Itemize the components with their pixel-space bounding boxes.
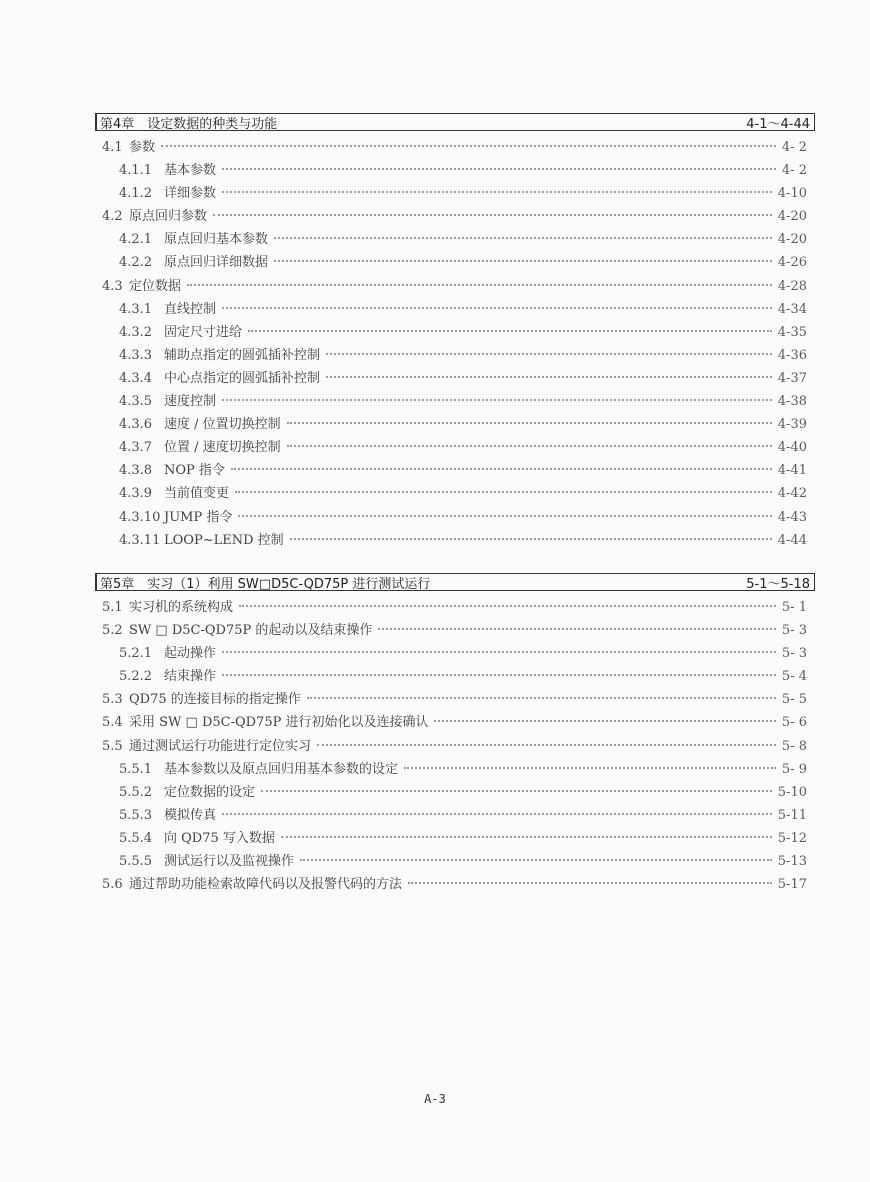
section-number: 5.5 xyxy=(102,738,123,754)
section-title: 基本参数以及原点回归用基本参数的设定 xyxy=(164,761,399,777)
section-title: 基本参数 xyxy=(164,163,217,179)
section-number: 4.3.9 xyxy=(119,486,153,502)
section-page: 4-36 xyxy=(777,347,807,363)
chapter-5 xyxy=(95,573,815,896)
section-title: 固定尺寸进给 xyxy=(164,324,243,340)
toc-entry[interactable] xyxy=(95,873,815,896)
section-title: 当前值变更 xyxy=(164,486,230,502)
section-number: 4.3.2 xyxy=(119,324,153,340)
section-page: 4-41 xyxy=(777,463,807,479)
section-number: 4.3.3 xyxy=(119,347,153,363)
section-page: 4-28 xyxy=(777,278,807,294)
dot-leader xyxy=(261,790,772,792)
section-title: 中心点指定的圆弧插补控制 xyxy=(164,370,321,386)
section-page: 4- 2 xyxy=(781,163,807,179)
section-number: 4.3.10 xyxy=(119,509,161,525)
section-title: 实习机的系统构成 xyxy=(129,600,234,615)
section-page: 4-34 xyxy=(777,301,807,317)
toc-entry[interactable] xyxy=(95,275,815,298)
section-number: 4.1.1 xyxy=(119,163,153,179)
section-number: 4.2.2 xyxy=(119,255,153,271)
section-page: 5- 1 xyxy=(781,600,807,615)
chapter-title: 第5章 实习（1）利用 SW□D5C-QD75P 进行测试运行 xyxy=(100,576,431,592)
dot-leader xyxy=(274,237,772,239)
section-title: 定位数据 xyxy=(129,278,182,294)
toc-entry[interactable] xyxy=(95,827,815,850)
toc-entry[interactable] xyxy=(95,367,815,390)
section-page: 5-11 xyxy=(777,807,807,823)
toc-entry[interactable] xyxy=(95,758,815,781)
section-page: 4-38 xyxy=(777,394,807,410)
dot-leader xyxy=(404,767,776,769)
section-page: 5- 3 xyxy=(781,623,807,639)
dot-leader xyxy=(274,260,772,262)
section-page: 5- 4 xyxy=(781,669,807,685)
section-title: 速度 / 位置切换控制 xyxy=(164,417,281,433)
dot-leader xyxy=(235,491,772,493)
section-page: 5-17 xyxy=(777,877,807,893)
section-number: 5.5.4 xyxy=(119,830,153,846)
dot-leader xyxy=(222,813,772,815)
section-number: 4.3.11 xyxy=(119,532,161,548)
toc-entry[interactable] xyxy=(95,159,815,182)
section-page: 5- 8 xyxy=(781,738,807,754)
section-title: NOP 指令 xyxy=(164,463,225,479)
section-number: 5.4 xyxy=(102,715,123,731)
section-title: 辅助点指定的圆弧插补控制 xyxy=(164,347,321,363)
dot-leader xyxy=(222,191,772,193)
dot-leader xyxy=(378,628,776,630)
section-page: 4- 2 xyxy=(781,140,807,155)
toc-entry[interactable] xyxy=(95,228,815,251)
dot-leader xyxy=(222,168,776,170)
toc-entry[interactable] xyxy=(95,665,815,688)
section-title: 向 QD75 写入数据 xyxy=(164,830,275,846)
dot-leader xyxy=(222,674,776,676)
section-page: 5-10 xyxy=(777,784,807,800)
chapter-4 xyxy=(95,113,815,552)
chapter-header xyxy=(95,113,815,131)
section-title: 起动操作 xyxy=(164,646,217,662)
page-number: A-3 xyxy=(424,1092,446,1106)
dot-leader xyxy=(434,720,775,722)
section-number: 5.6 xyxy=(102,877,123,893)
dot-leader xyxy=(222,651,776,653)
chapter-header xyxy=(95,573,815,591)
section-title: 采用 SW □ D5C-QD75P 进行初始化以及连接确认 xyxy=(129,715,429,731)
section-title: 通过测试运行功能进行定位实习 xyxy=(129,738,312,754)
section-page: 5-13 xyxy=(777,854,807,870)
toc-entry[interactable] xyxy=(95,642,815,665)
toc-entries xyxy=(95,596,815,896)
section-number: 4.3.1 xyxy=(119,301,153,317)
section-page: 5-12 xyxy=(777,830,807,846)
section-page: 4-43 xyxy=(777,509,807,525)
toc-entry[interactable] xyxy=(95,321,815,344)
toc-entry[interactable] xyxy=(95,390,815,413)
toc-entry[interactable] xyxy=(95,182,815,205)
dot-leader xyxy=(287,422,772,424)
section-title: 位置 / 速度切换控制 xyxy=(164,440,281,456)
toc-entry[interactable] xyxy=(95,344,815,367)
section-page: 4-40 xyxy=(777,440,807,456)
section-number: 5.2 xyxy=(102,623,123,639)
section-page: 4-35 xyxy=(777,324,807,340)
section-page: 4-20 xyxy=(777,209,807,225)
section-number: 4.3.8 xyxy=(119,463,153,479)
section-page: 4-10 xyxy=(777,186,807,202)
section-page: 5- 5 xyxy=(781,692,807,708)
section-title: SW □ D5C-QD75P 的起动以及结束操作 xyxy=(129,623,373,639)
section-number: 4.3.7 xyxy=(119,440,153,456)
section-title: 参数 xyxy=(129,140,156,155)
section-title: 原点回归详细数据 xyxy=(164,255,269,271)
section-page: 5- 9 xyxy=(781,761,807,777)
section-page: 4-42 xyxy=(777,486,807,502)
toc-entry[interactable] xyxy=(95,436,815,459)
section-title: JUMP 指令 xyxy=(164,509,233,525)
dot-leader xyxy=(287,445,772,447)
toc-entry[interactable] xyxy=(95,136,815,159)
section-number: 4.3.4 xyxy=(119,370,153,386)
section-title: 通过帮助功能检索故障代码以及报警代码的方法 xyxy=(129,877,403,893)
section-number: 5.2.1 xyxy=(119,646,153,662)
section-number: 5.3 xyxy=(102,692,123,708)
section-page: 4-20 xyxy=(777,232,807,248)
section-title: LOOP~LEND 控制 xyxy=(164,532,284,548)
toc-entry[interactable] xyxy=(95,251,815,274)
section-page: 4-44 xyxy=(777,532,807,548)
dot-leader xyxy=(281,836,772,838)
toc-entry[interactable] xyxy=(95,781,815,804)
dot-leader xyxy=(239,605,776,607)
dot-leader xyxy=(408,882,772,884)
section-title: 定位数据的设定 xyxy=(164,784,256,800)
toc-entries xyxy=(95,136,815,552)
dot-leader xyxy=(231,468,772,470)
dot-leader xyxy=(161,145,776,147)
section-page: 4-26 xyxy=(777,255,807,271)
section-title: 测试运行以及监视操作 xyxy=(164,854,295,870)
toc-entry[interactable] xyxy=(95,735,815,758)
section-page: 4-37 xyxy=(777,370,807,386)
toc-entry[interactable] xyxy=(95,459,815,482)
chapter-page-range: 5-1～5-18 xyxy=(746,576,810,592)
dot-leader xyxy=(187,284,772,286)
dot-leader xyxy=(300,859,772,861)
dot-leader xyxy=(326,353,772,355)
dot-leader xyxy=(326,376,772,378)
dot-leader xyxy=(222,399,772,401)
dot-leader xyxy=(317,744,776,746)
dot-leader xyxy=(213,214,772,216)
toc-entry[interactable] xyxy=(95,298,815,321)
section-number: 4.1.2 xyxy=(119,186,153,202)
section-number: 5.5.2 xyxy=(119,784,153,800)
toc-entry[interactable] xyxy=(95,413,815,436)
toc-entry[interactable] xyxy=(95,596,815,619)
dot-leader xyxy=(248,330,772,332)
section-number: 4.2 xyxy=(102,209,123,225)
section-page: 5- 3 xyxy=(781,646,807,662)
toc-entry[interactable] xyxy=(95,850,815,873)
section-number: 5.5.5 xyxy=(119,854,153,870)
section-number: 4.2.1 xyxy=(119,232,153,248)
section-title: 速度控制 xyxy=(164,394,217,410)
toc-entry[interactable] xyxy=(95,804,815,827)
dot-leader xyxy=(222,307,772,309)
section-title: 模拟传真 xyxy=(164,807,217,823)
section-page: 5- 6 xyxy=(781,715,807,731)
section-title: QD75 的连接目标的指定操作 xyxy=(129,692,301,708)
toc-entry[interactable] xyxy=(95,711,815,734)
section-number: 4.3.5 xyxy=(119,394,153,410)
section-number: 4.1 xyxy=(102,140,123,155)
section-number: 5.5.3 xyxy=(119,807,153,823)
chapter-page-range: 4-1～4-44 xyxy=(746,116,810,132)
toc-entry[interactable] xyxy=(95,529,815,552)
dot-leader xyxy=(238,515,771,517)
section-number: 5.2.2 xyxy=(119,669,153,685)
section-title: 结束操作 xyxy=(164,669,217,685)
toc-entry[interactable] xyxy=(95,482,815,505)
dot-leader xyxy=(290,538,772,540)
toc-entry[interactable] xyxy=(95,205,815,228)
section-title: 详细参数 xyxy=(164,186,217,202)
section-title: 直线控制 xyxy=(164,301,217,317)
section-number: 4.3.6 xyxy=(119,417,153,433)
section-number: 4.3 xyxy=(102,278,123,294)
toc-entry[interactable] xyxy=(95,506,815,529)
toc-entry[interactable] xyxy=(95,688,815,711)
toc-entry[interactable] xyxy=(95,619,815,642)
dot-leader xyxy=(307,697,776,699)
chapter-title: 第4章 设定数据的种类与功能 xyxy=(100,116,278,132)
section-number: 5.1 xyxy=(102,600,123,615)
section-title: 原点回归基本参数 xyxy=(164,232,269,248)
section-title: 原点回归参数 xyxy=(129,209,208,225)
section-page: 4-39 xyxy=(777,417,807,433)
section-number: 5.5.1 xyxy=(119,761,153,777)
